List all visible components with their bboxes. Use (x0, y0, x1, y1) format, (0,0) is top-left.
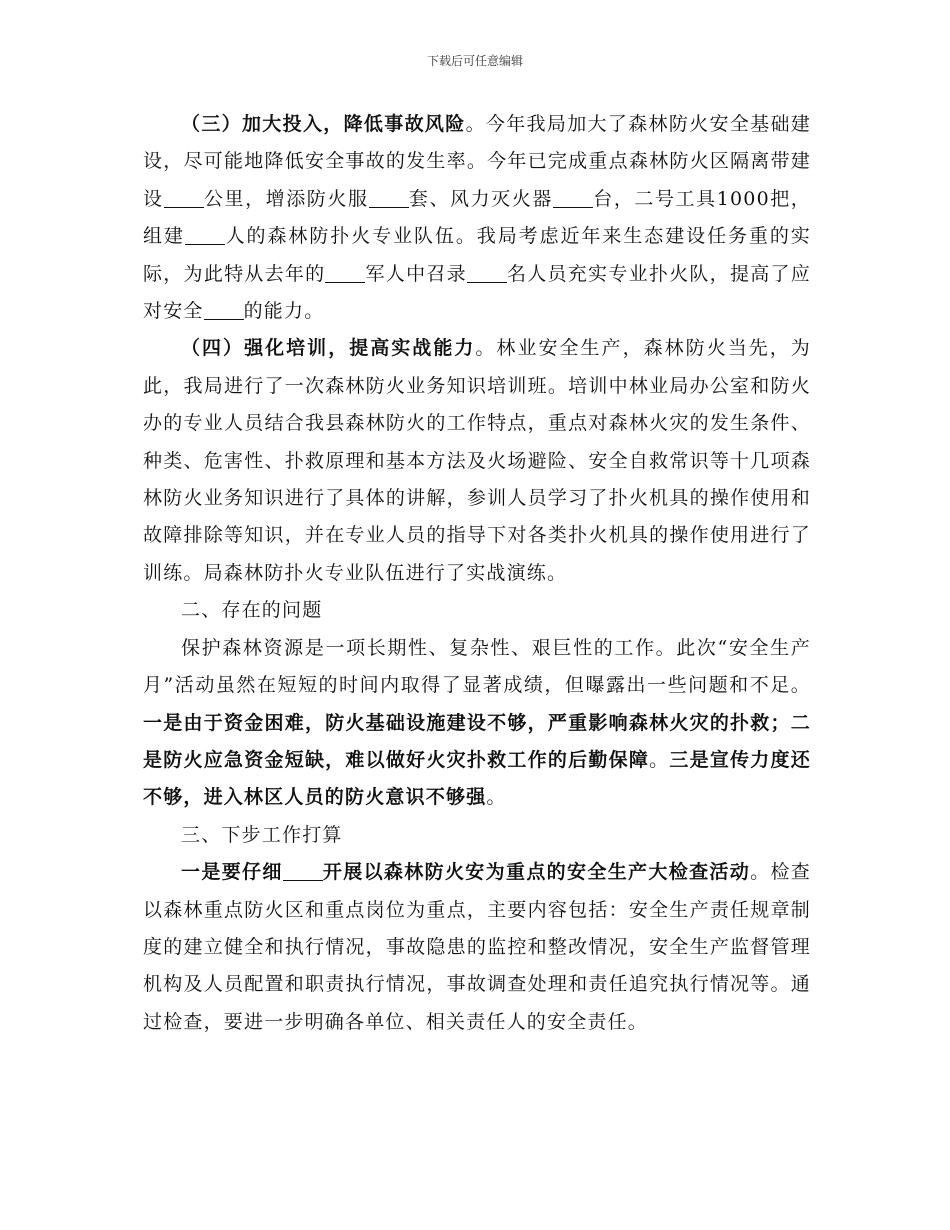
text-run: 套、风力灭火器 (408, 187, 553, 210)
text-run: 人的森林防扑火专业队伍。我局考虑近年来生态建设任务重的实际，为此特从去年的 (143, 225, 811, 285)
document-body (143, 106, 811, 1041)
text-run: 军人中召录 (365, 262, 467, 285)
paragraph-problems (143, 630, 811, 817)
bold-run: 一是要仔细 (181, 861, 283, 884)
bold-run: 一是由于资金困难，防火基础设施建设不够，严重影响森林火灾的扑救；二是防火应急资金短缺，难以做好火灾扑救工作的后勤保障 (143, 711, 811, 771)
section-heading-problems: 二、存在的问题 (181, 599, 323, 622)
paragraph-next-steps (143, 854, 811, 1041)
blank-underline (467, 264, 507, 283)
paragraph-title: （三）加大投入，降低事故风险 (181, 113, 466, 135)
text-run: 。 (486, 786, 507, 809)
text-run: 台，二号工具1000把，组建 (143, 187, 811, 248)
paragraph-title: （四）强化培训，提高实战能力 (181, 337, 476, 360)
text-run: 保护森林资源是一项长期性、复杂性、艰巨性的工作。此次“安全生产月”活动虽然在短短的时间内取得了显著成绩，但曝露出一些问题和不足。 (143, 636, 811, 697)
section-heading-next-steps: 三、下步工作打算 (181, 823, 343, 846)
text-run: 。林业安全生产，森林防火当先，为此，我局进行了一次森林防火业务知识培训班。培训中林业局办公室和防火办的专业人员结合我县森林防火的工作特点，重点对森林火灾的发生条件、种类、危害性、扑救原理和基本方法及火场避险、安全自救常识等十几项森林防火业务知识进行了具体的讲解，参训人员学习了扑火机具的操作使用和故障排除等知识，并在专业人员的指导下对各类扑火机具的操作使用进行了训练。局森林防扑火专业队伍进行了实战演练。 (143, 337, 811, 584)
blank-underline (283, 862, 323, 881)
blank-underline (185, 226, 225, 245)
text-run: 的能力。 (243, 300, 325, 323)
bold-run: 开展以森林防火安为重点的安全生产大检查活动 (322, 861, 751, 884)
blank-underline (325, 264, 365, 283)
bold-run: 三是宣传力度还不够，进入林区人员的防火意识不够强 (143, 748, 811, 809)
blank-underline (369, 189, 409, 208)
text-run: 公里，增添防火服 (203, 187, 369, 210)
paragraph-investment (143, 106, 811, 330)
blank-underline (553, 189, 593, 208)
blank-underline (204, 301, 244, 320)
paragraph-training (143, 330, 811, 592)
text-run: 。今年我局加大了森林防火安全基础建设，尽可能地降低安全事故的发生率。今年已完成重点森林防火区隔离带建设 (143, 113, 811, 210)
text-run: 。检查以森林重点防火区和重点岗位为重点，主要内容包括：安全生产责任规章制度的建立健全和执行情况，事故隐患的监控和整改情况，安全生产监督管理机构及人员配置和职责执行情况，事故调查处理和责任追究执行情况等。通过检查，要进一步明确各单位、相关责任人的安全责任。 (143, 861, 811, 1033)
text-run: 。 (649, 748, 670, 771)
text-run: 名人员充实专业扑火队，提高了应对安全 (143, 262, 811, 323)
blank-underline (164, 189, 204, 208)
page-header: 下载后可任意编辑 (426, 54, 523, 68)
